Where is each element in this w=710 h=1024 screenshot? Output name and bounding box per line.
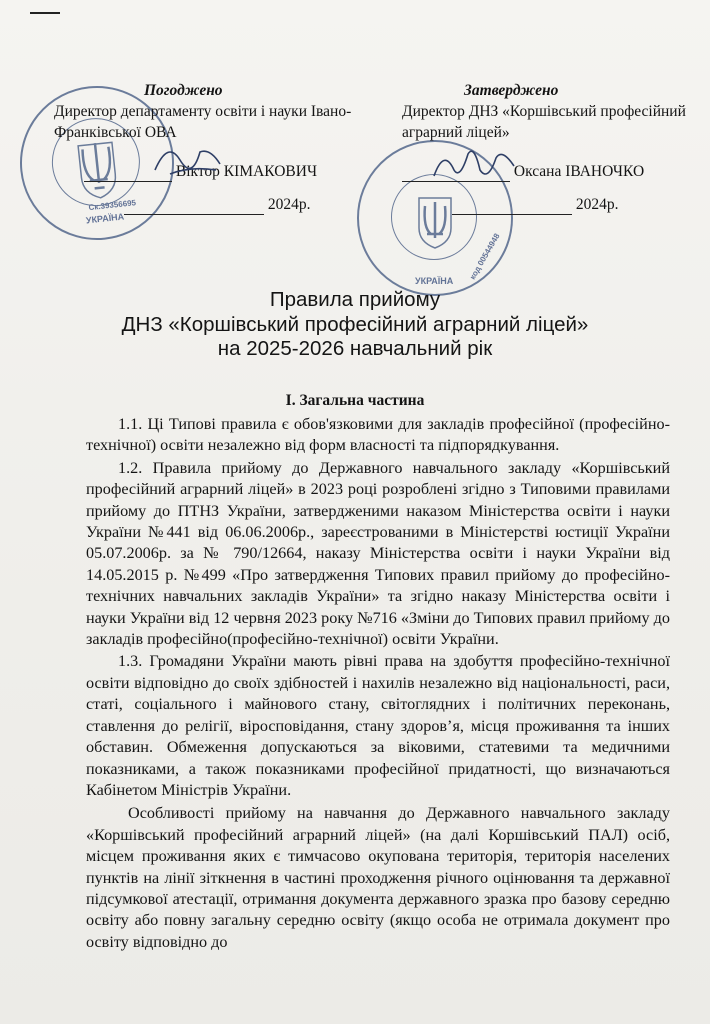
approval-name: Оксана ІВАНОЧКО [513, 163, 645, 180]
signature-left [150, 130, 230, 190]
title-line-1: Правила прийому [269, 288, 441, 311]
approval-date: 2024р. [575, 196, 619, 213]
top-rule [30, 12, 60, 14]
approval-heading: Погоджено [144, 82, 223, 99]
title-line-3: на 2025-2026 навчальний рік [217, 337, 493, 360]
paragraph-1-3: 1.3. Громадяни України мають рівні права на здобуття професійно-технічної освіти відповідно до своїх здібностей і нахилів незалежно від національності, раси, статі, соціального і майнового стану, світоглядних і політичних переконань, ставлення до релігії, віросповідання, стану здоров’я, місця проживання та інших обставин. Обмеження допускаються за віковими, статевими та медичними показниками, а також показниками професійної придатності, що визначаються Кабінетом Міністрів України. [86, 652, 670, 799]
stamp-country: УКРАЇНА [85, 211, 125, 226]
paragraph-1-1: 1.1. Ці Типові правила є обов'язковими для закладів професійної (професійно-технічної) освіти незалежно від форм власності та підпорядкування. [86, 415, 670, 455]
date-line [452, 214, 572, 215]
date-line [124, 214, 264, 215]
title-line-2: ДНЗ «Коршівський професійний аграрний ліцей» [121, 312, 589, 336]
approval-position: Директор департаменту освіти і науки Івано-Франківської ОВА [54, 103, 352, 141]
paragraph-1-2: 1.2. Правила прийому до Державного навчального закладу «Коршівський професійний аграрний ліцей» в 2023 році розроблені згідно з Типовими правилами прийому до ПТНЗ України, затвердженими наказом Міністерства освіти і науки України №441 від 06.06.2006р., зареєстрованими в Міністерстві юстиції України 05.07.2006р. за № 790/12664, наказу Міністерства освіти і науки України від 14.05.2015 р. №499 «Про затвердження Типових правил прийому до професійно-технічних навчальних закладів України» та згідно наказу Міністерства освіти і науки України від 12 червня 2023 року №716 «Зміни до Типових правил прийому до закладів професійно(професійно-технічної) освіти України. [86, 458, 670, 649]
paragraph-special-admission: Особливості прийому на навчання до Державного навчального закладу «Коршівський професійний аграрний ліцей» (на далі Коршівський ПАЛ) осіб, місцем проживання яких є тимчасово окупована територія, територія населених пунктів на лінії зіткнення в частині проходження річного оцінювання та державної підсумкової атестації, отримання документа державного зразка про базову середню освіту або повну загальну середню освіту (якщо особа не отримала документ про освіту відповідно до [86, 804, 670, 951]
section-heading: І. Загальна частина [285, 392, 425, 409]
signature-right [430, 140, 520, 190]
approval-heading: Затверджено [464, 82, 559, 99]
document-title [40, 288, 670, 362]
stamp-code: код 00544948 [467, 231, 502, 282]
approval-name: Віктор КІМАКОВИЧ [175, 163, 318, 180]
document-body [86, 414, 670, 954]
approval-date: 2024р. [267, 196, 311, 213]
approval-position: Директор ДНЗ «Коршівський професійний аграрний ліцей» [402, 103, 686, 141]
stamp-code: Ск.39356695 [88, 198, 137, 213]
stamp-country: УКРАЇНА [415, 276, 454, 286]
